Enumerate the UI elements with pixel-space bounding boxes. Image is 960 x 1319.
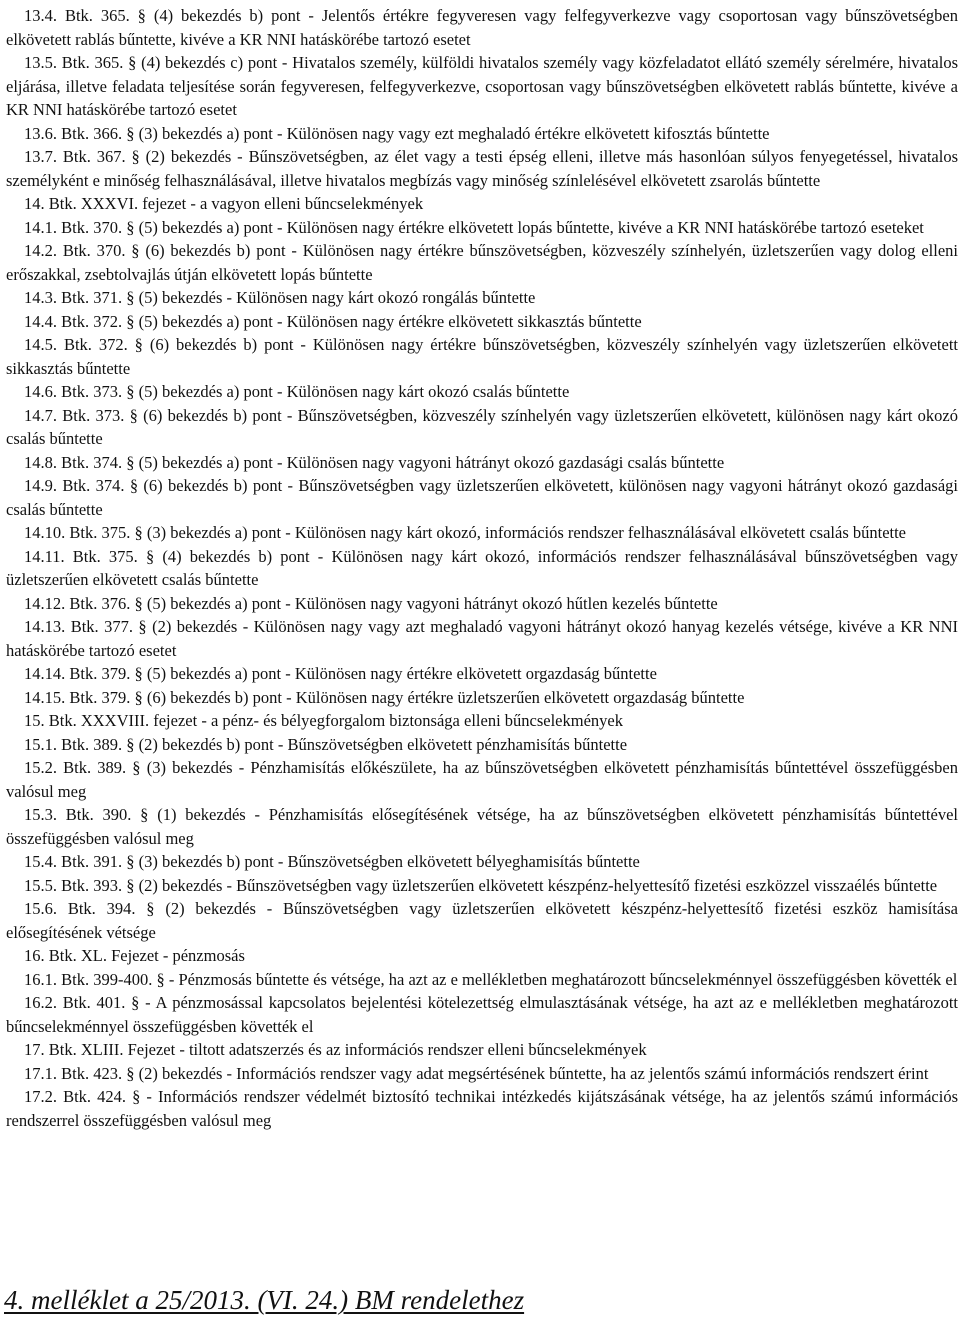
entry-14-1: 14.1. Btk. 370. § (5) bekezdés a) pont - Különösen nagy értékre elkövetett lopás bűntette, kivéve a KR NNI hatáskörébe tartozó eseteket <box>24 217 924 237</box>
entry-14-11: 14.11. Btk. 375. § (4) bekezdés b) pont - Különösen nagy kárt okozó, információs rendszer felhasználásával bűnszövetségben vagy üzletszerűen elkövetett csalás bűntette <box>6 546 958 589</box>
entry-15-4: 15.4. Btk. 391. § (3) bekezdés b) pont - Bűnszövetségben elkövetett bélyeghamisítás bűntette <box>24 852 640 871</box>
entry-14-15: 14.15. Btk. 379. § (6) bekezdés b) pont - Különösen nagy értékre üzletszerűen elkövetett orgazdaság bűntette <box>24 687 745 707</box>
entry-16-2: 16.2. Btk. 401. § - A pénzmosással kapcsolatos bejelentési kötelezettség elmulasztásának vétsége, ha azt az e mellékletben meghatározott bűncselekménnyel összefüggésben követték el <box>6 993 958 1036</box>
entry-16-1: 16.1. Btk. 399-400. § - Pénzmosás bűntette és vétsége, ha azt az e mellékletben meghatározott bűncselekménnyel összefüggésben követték el <box>24 969 958 989</box>
entry-13-5: 13.5. Btk. 365. § (4) bekezdés c) pont - Hivatalos személy, külföldi hivatalos személy vagy közfeladatot ellátó személy sérelmére, hivatalos eljárása, illetve feladata teljesítése során fegyveresen, felfegyverkezve, csoportosan vagy bűnszövetségben elkövetett rablás bűntette, kivéve a KR NNI hatáskörébe tartozó esetet <box>6 53 958 119</box>
entry-14-7: 14.7. Btk. 373. § (6) bekezdés b) pont - Bűnszövetségben, közveszély színhelyén vagy üzletszerűen elkövetett, különösen nagy kárt okozó csalás bűntette <box>6 405 958 448</box>
annex-title: 4. melléklet a 25/2013. (VI. 24.) BM rendelethez <box>4 1285 525 1315</box>
entry-14-4: 14.4. Btk. 372. § (5) bekezdés a) pont - Különösen nagy értékre elkövetett sikkasztás bűntette <box>24 311 642 331</box>
chapter-heading-17: 17. Btk. XLIII. Fejezet - tiltott adatszerzés és az információs rendszer elleni bűncselekmények <box>24 1040 647 1059</box>
entry-15-2: 15.2. Btk. 389. § (3) bekezdés - Pénzhamisítás előkészülete, ha az bűnszövetségben elkövetett pénzhamisítás bűntettével összefüggésben valósul meg <box>6 758 958 801</box>
entry-15-3: 15.3. Btk. 390. § (1) bekezdés - Pénzhamisítás elősegítésének vétsége, ha az bűnszövetségben elkövetett pénzhamisítás bűntettével összefüggésben valósul meg <box>6 805 958 848</box>
entry-17-1: 17.1. Btk. 423. § (2) bekezdés - Információs rendszer vagy adat megsértésének bűntette, ha az jelentős számú információs rendszert érint <box>24 1063 929 1083</box>
entry-13-6: 13.6. Btk. 366. § (3) bekezdés a) pont - Különösen nagy vagy ezt meghaladó értékre elkövetett kifosztás bűntette <box>24 123 770 143</box>
entry-14-14: 14.14. Btk. 379. § (5) bekezdés a) pont - Különösen nagy értékre elkövetett orgazdaság bűntette <box>24 664 657 683</box>
entry-17-2: 17.2. Btk. 424. § - Információs rendszer védelmét biztosító technikai intézkedés kijátszásának vétsége, ha az jelentős számú információs rendszerrel összefüggésben valósul meg <box>6 1087 958 1130</box>
entry-13-7: 13.7. Btk. 367. § (2) bekezdés - Bűnszövetségben, az élet vagy a testi épség elleni, illetve más hasonlóan súlyos fenyegetéssel, hivatalos személyként e minőség felhasználásával, illetve hivatalos megbízás vagy minőség színlelésével elkövetett zsarolás bűntette <box>6 147 958 190</box>
entry-14-10: 14.10. Btk. 375. § (3) bekezdés a) pont - Különösen nagy kárt okozó, információs rendszer felhasználásával elkövetett csalás bűntette <box>24 523 907 542</box>
chapter-heading-15: 15. Btk. XXXVIII. fejezet - a pénz- és bélyegforgalom biztonsága elleni bűncselekmények <box>24 711 623 730</box>
entry-14-9: 14.9. Btk. 374. § (6) bekezdés b) pont - Bűnszövetségben vagy üzletszerűen elkövetett, különösen nagy vagyoni hátrányt okozó gazdasági csalás bűntette <box>6 476 958 519</box>
entry-14-2: 14.2. Btk. 370. § (6) bekezdés b) pont - Különösen nagy értékre bűnszövetségben, közveszély színhelyén, üzletszerűen vagy dolog elleni erőszakkal, zsebtolvajlás útján elkövetett lopás bűntette <box>6 241 958 284</box>
entry-14-13: 14.13. Btk. 377. § (2) bekezdés - Különösen nagy vagy azt meghaladó vagyoni hátrányt okozó hanyag kezelés vétsége, kivéve a KR NNI hatáskörébe tartozó esetet <box>6 617 958 660</box>
entry-15-1: 15.1. Btk. 389. § (2) bekezdés b) pont - Bűnszövetségben elkövetett pénzhamisítás bűntette <box>24 734 628 754</box>
entry-14-12: 14.12. Btk. 376. § (5) bekezdés a) pont - Különösen nagy vagyoni hátrányt okozó hűtlen kezelés bűntette <box>24 593 718 613</box>
entry-14-3: 14.3. Btk. 371. § (5) bekezdés - Különösen nagy kárt okozó rongálás bűntette <box>24 288 536 307</box>
entry-14-8: 14.8. Btk. 374. § (5) bekezdés a) pont - Különösen nagy vagyoni hátrányt okozó gazdasági csalás bűntette <box>24 452 725 472</box>
chapter-heading-14: 14. Btk. XXXVI. fejezet - a vagyon elleni bűncselekmények <box>24 194 424 213</box>
entry-15-5: 15.5. Btk. 393. § (2) bekezdés - Bűnszövetségben vagy üzletszerűen elkövetett készpénz-helyettesítő fizetési eszközzel visszaélés bűntette <box>24 875 938 895</box>
entry-14-5: 14.5. Btk. 372. § (6) bekezdés b) pont - Különösen nagy értékre bűnszövetségben, közveszély színhelyén vagy üzletszerűen elkövetett sikkasztás bűntette <box>6 335 958 378</box>
chapter-heading-16: 16. Btk. XL. Fejezet - pénzmosás <box>24 946 245 965</box>
entry-14-6: 14.6. Btk. 373. § (5) bekezdés a) pont - Különösen nagy kárt okozó csalás bűntette <box>24 382 570 401</box>
entry-13-4: 13.4. Btk. 365. § (4) bekezdés b) pont - Jelentős értékre fegyveresen vagy felfegyverkezve vagy csoportosan vagy bűnszövetségben elkövetett rablás bűntette, kivéve a KR NNI hatáskörébe tartozó esetet <box>6 6 958 49</box>
document-body <box>6 4 958 1132</box>
entry-15-6: 15.6. Btk. 394. § (2) bekezdés - Bűnszövetségben vagy üzletszerűen elkövetett készpénz-helyettesítő fizetési eszköz hamisítása elősegítésének vétsége <box>6 899 958 942</box>
